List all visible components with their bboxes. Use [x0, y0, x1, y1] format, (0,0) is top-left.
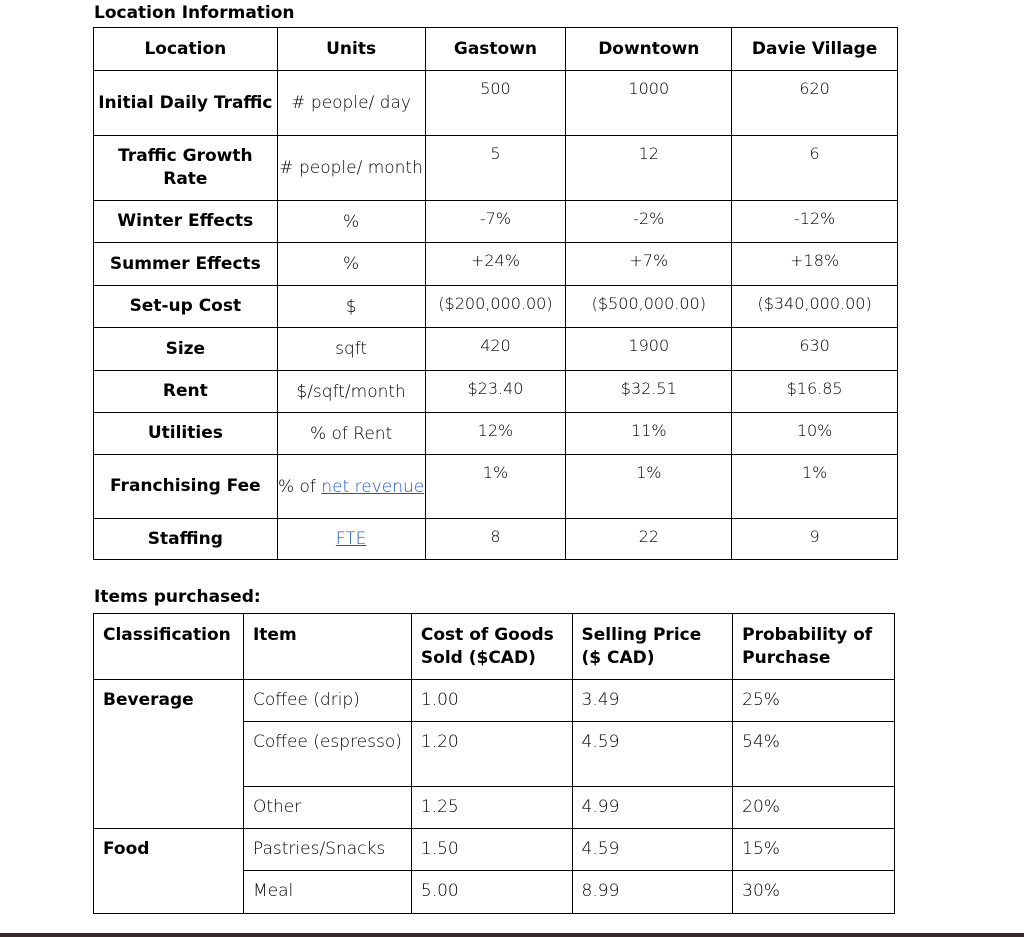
- downtown-value: 11%: [566, 413, 732, 455]
- gastown-value: 420: [425, 328, 566, 371]
- downtown-value: 1000: [566, 71, 732, 136]
- davie-value: 9: [732, 519, 898, 560]
- row-unit: [277, 455, 425, 519]
- davie-value: 6: [732, 136, 898, 201]
- bottom-border-bar: [0, 933, 1024, 937]
- row-unit: $/sqft/month: [277, 371, 425, 413]
- row-label: Franchising Fee: [94, 455, 278, 519]
- cogs-cell: 5.00: [411, 871, 572, 914]
- gastown-value: -7%: [425, 201, 566, 243]
- cogs-cell: 1.00: [411, 680, 572, 722]
- items-table: [93, 613, 895, 914]
- gastown-value: 5: [425, 136, 566, 201]
- davie-value: 630: [732, 328, 898, 371]
- price-cell: 8.99: [572, 871, 733, 914]
- net-revenue-link[interactable]: net revenue: [321, 476, 425, 497]
- item-cell: Meal: [243, 871, 411, 914]
- price-cell: 3.49: [572, 680, 733, 722]
- probability-cell: 20%: [733, 787, 895, 829]
- header-classification: Classification: [94, 614, 244, 680]
- row-unit: % of Rent: [277, 413, 425, 455]
- header-location: Location: [94, 28, 278, 71]
- classification-cell: [94, 871, 244, 914]
- gastown-value: 500: [425, 71, 566, 136]
- price-cell: 4.99: [572, 787, 733, 829]
- davie-value: $16.85: [732, 371, 898, 413]
- downtown-value: -2%: [566, 201, 732, 243]
- gastown-value: ($200,000.00): [425, 286, 566, 328]
- table-row: [94, 871, 895, 914]
- table-row: [94, 201, 898, 243]
- items-header-row: [94, 614, 895, 680]
- row-label: Initial Daily Traffic: [94, 71, 278, 136]
- classification-cell: Food: [94, 829, 244, 871]
- row-label: Summer Effects: [94, 243, 278, 286]
- table-row: [94, 829, 895, 871]
- item-cell: Coffee (drip): [243, 680, 411, 722]
- unit-prefix: % of: [277, 476, 322, 497]
- gastown-value: 8: [425, 519, 566, 560]
- table-row: [94, 328, 898, 371]
- row-label: Winter Effects: [94, 201, 278, 243]
- header-units: Units: [277, 28, 425, 71]
- gastown-value: +24%: [425, 243, 566, 286]
- table-row: [94, 371, 898, 413]
- location-header-row: [94, 28, 898, 71]
- row-label: Traffic Growth Rate: [94, 136, 278, 201]
- row-label: Set-up Cost: [94, 286, 278, 328]
- header-downtown: Downtown: [566, 28, 732, 71]
- table-row: [94, 413, 898, 455]
- row-label: Rent: [94, 371, 278, 413]
- downtown-value: 22: [566, 519, 732, 560]
- davie-value: ($340,000.00): [732, 286, 898, 328]
- davie-value: +18%: [732, 243, 898, 286]
- row-label: Staffing: [94, 519, 278, 560]
- probability-cell: 25%: [733, 680, 895, 722]
- table-row: [94, 722, 895, 787]
- price-cell: 4.59: [572, 722, 733, 787]
- header-selling-price: Selling Price ($ CAD): [572, 614, 733, 680]
- header-item: Item: [243, 614, 411, 680]
- row-unit: # people/ month: [277, 136, 425, 201]
- table-row: [94, 519, 898, 560]
- classification-cell: Beverage: [94, 680, 244, 722]
- gastown-value: $23.40: [425, 371, 566, 413]
- location-section-title: Location Information: [94, 3, 295, 23]
- classification-cell: [94, 787, 244, 829]
- classification-cell: [94, 722, 244, 787]
- row-label: Utilities: [94, 413, 278, 455]
- fte-link[interactable]: FTE: [335, 529, 367, 549]
- row-unit: [277, 519, 425, 560]
- gastown-value: 12%: [425, 413, 566, 455]
- probability-cell: 54%: [733, 722, 895, 787]
- row-label: Size: [94, 328, 278, 371]
- row-unit: $: [277, 286, 425, 328]
- table-row: [94, 243, 898, 286]
- cogs-cell: 1.20: [411, 722, 572, 787]
- price-cell: 4.59: [572, 829, 733, 871]
- table-row: [94, 286, 898, 328]
- table-row: [94, 680, 895, 722]
- table-row: [94, 136, 898, 201]
- table-row: [94, 787, 895, 829]
- downtown-value: 12: [566, 136, 732, 201]
- header-cogs: Cost of Goods Sold ($CAD): [411, 614, 572, 680]
- downtown-value: 1%: [566, 455, 732, 519]
- row-unit: sqft: [277, 328, 425, 371]
- row-unit: %: [277, 201, 425, 243]
- location-table: [93, 27, 898, 560]
- item-cell: Pastries/Snacks: [243, 829, 411, 871]
- downtown-value: $32.51: [566, 371, 732, 413]
- probability-cell: 30%: [733, 871, 895, 914]
- cogs-cell: 1.50: [411, 829, 572, 871]
- table-row: [94, 455, 898, 519]
- downtown-value: ($500,000.00): [566, 286, 732, 328]
- item-cell: Other: [243, 787, 411, 829]
- davie-value: 1%: [732, 455, 898, 519]
- gastown-value: 1%: [425, 455, 566, 519]
- cogs-cell: 1.25: [411, 787, 572, 829]
- table-row: [94, 71, 898, 136]
- row-unit: %: [277, 243, 425, 286]
- header-gastown: Gastown: [425, 28, 566, 71]
- item-cell: Coffee (espresso): [243, 722, 411, 787]
- items-section-title: Items purchased:: [94, 587, 261, 607]
- downtown-value: 1900: [566, 328, 732, 371]
- header-davie-village: Davie Village: [732, 28, 898, 71]
- downtown-value: +7%: [566, 243, 732, 286]
- davie-value: 620: [732, 71, 898, 136]
- probability-cell: 15%: [733, 829, 895, 871]
- row-unit: # people/ day: [277, 71, 425, 136]
- davie-value: 10%: [732, 413, 898, 455]
- davie-value: -12%: [732, 201, 898, 243]
- header-probability: Probability of Purchase: [733, 614, 895, 680]
